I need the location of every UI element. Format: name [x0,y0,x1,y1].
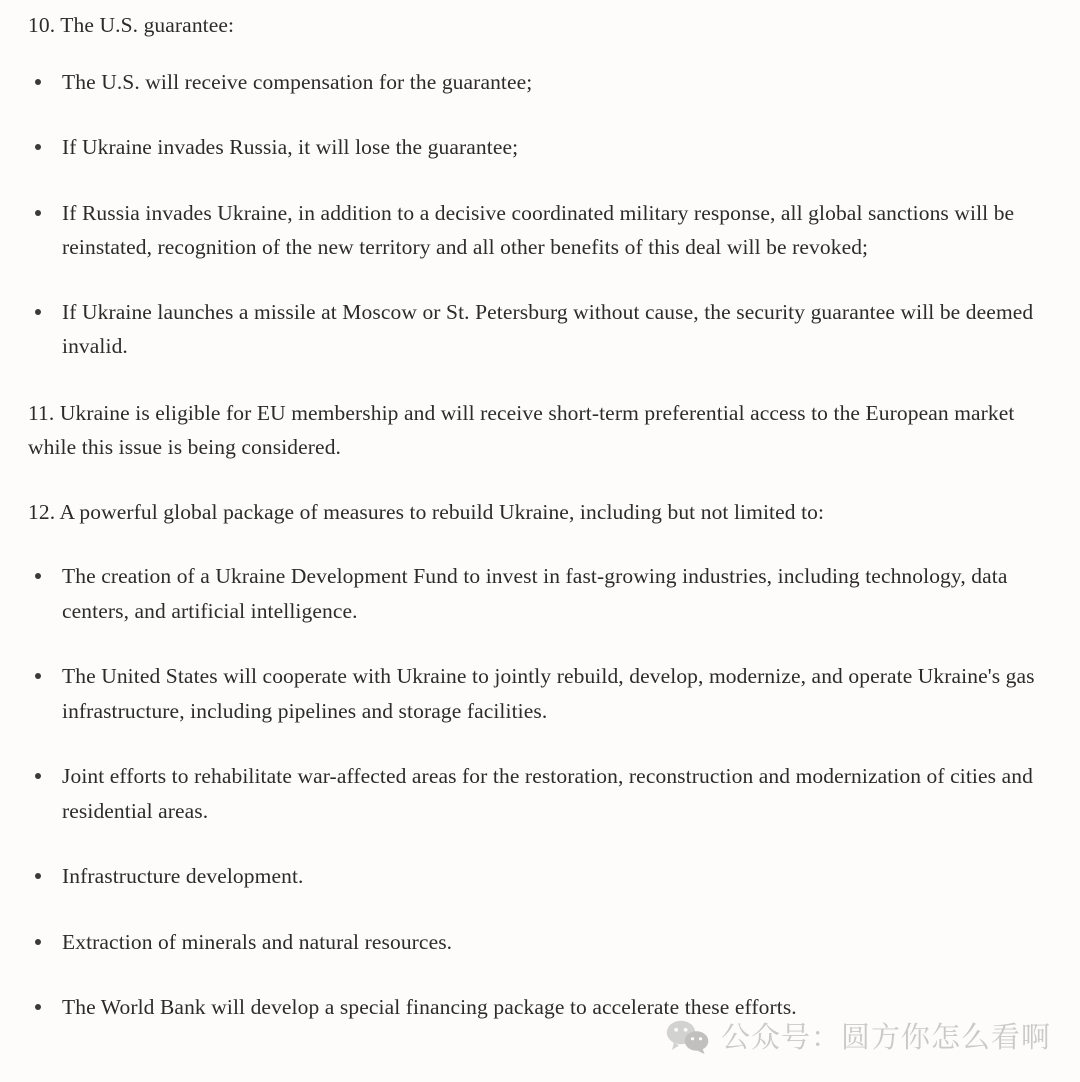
list-item [28,925,1050,960]
watermark-text: 公众号：圆方你怎么看啊 [721,1019,1052,1054]
list-item [28,130,1050,165]
bullet-point-icon [35,773,41,779]
bullet-point-icon [35,1004,41,1010]
numbered-item-11: 11. Ukraine is eligible for EU membership and will receive short-term preferential access to the European market while this issue is being considered. [28,400,1015,459]
spacer [28,628,1050,659]
list-item-text: Infrastructure development. [62,864,304,888]
list-item-text: The U.S. will receive compensation for the guarantee; [62,69,533,94]
spacer [28,364,1050,396]
numbered-item-10: 10. The U.S. guarantee: [28,13,235,37]
bullet-point-icon [35,573,41,579]
spacer [28,99,1050,130]
list-item-text: If Ukraine launches a missile at Moscow or St. Petersburg without cause, the security guarantee will be deemed invalid. [62,299,1034,358]
spacer [28,728,1050,759]
bullet-point-icon [35,210,41,216]
bullet-point-icon [35,873,41,879]
list-item [28,196,1050,265]
spacer [28,43,1050,65]
bullet-point-icon [35,144,41,150]
list-item-text: The World Bank will develop a special financing package to accelerate these efforts. [62,995,797,1019]
spacer [28,894,1050,925]
list-item-text: Joint efforts to rehabilitate war-affected areas for the restoration, reconstruction and modernization of cities and residential areas. [62,764,1033,823]
spacer [28,959,1050,990]
bullet-list-item-12 [28,559,1050,1025]
list-item [28,990,1050,1025]
spacer [28,828,1050,859]
list-item-text: Extraction of minerals and natural resources. [62,929,453,954]
spacer [28,265,1050,295]
spacer [28,165,1050,196]
list-item-text: If Russia invades Ukraine, in addition to a decisive coordinated military response, all global sanctions will be reinstated, recognition of the new territory and all other benefits of this deal will be revoked; [62,200,1015,259]
list-item [28,859,1050,894]
bullet-point-icon [35,673,41,679]
top-spacer [28,0,1050,8]
list-item [28,65,1050,100]
list-item-text: If Ukraine invades Russia, it will lose the guarantee; [62,135,519,159]
spacer [28,465,1050,495]
bullet-list-item-10 [28,65,1050,364]
list-item [28,295,1050,364]
list-item [28,559,1050,628]
list-item-text: The creation of a Ukraine Development Fund to invest in fast-growing industries, including technology, data centers, and artificial intelligence. [62,564,1008,623]
spacer [28,529,1050,559]
bullet-point-icon [35,79,41,85]
list-item [28,659,1050,728]
list-item-text: The United States will cooperate with Ukraine to jointly rebuild, develop, modernize, and operate Ukraine's gas infrastructure, including pipelines and storage facilities. [62,664,1035,723]
bullet-point-icon [35,939,41,945]
list-item [28,759,1050,828]
bullet-point-icon [35,309,41,315]
numbered-item-12: 12. A powerful global package of measures to rebuild Ukraine, including but not limited to: [28,499,825,524]
